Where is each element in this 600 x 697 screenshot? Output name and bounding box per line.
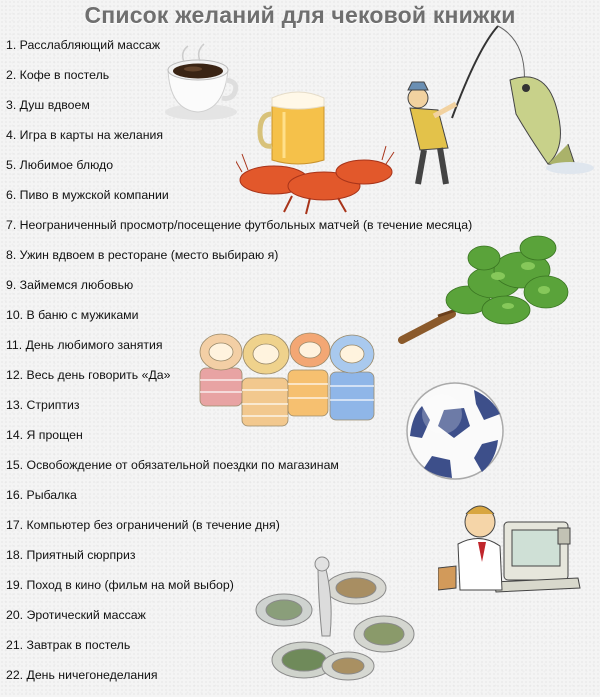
list-item: 6. Пиво в мужской компании	[6, 188, 169, 202]
list-item: 5. Любимое блюдо	[6, 158, 114, 172]
list-item: 17. Компьютер без ограничений (в течение дня)	[6, 518, 280, 532]
list-item: 3. Душ вдвоем	[6, 98, 90, 112]
wish-list	[6, 37, 472, 697]
list-item: 21. Завтрак в постель	[6, 638, 131, 652]
list-item: 20. Эротический массаж	[6, 608, 146, 622]
list-item: 22. День ничегонеделания	[6, 668, 158, 682]
list-item: 2. Кофе в постель	[6, 68, 110, 82]
list-item: 10. В баню с мужиками	[6, 308, 139, 322]
list-item: 19. Поход в кино (фильм на мой выбор)	[6, 578, 234, 592]
list-item: 1. Расслабляющий массаж	[6, 38, 161, 52]
list-item: 15. Освобождение от обязательной поездки по магазинам	[6, 458, 339, 472]
list-item: 12. Весь день говорить «Да»	[6, 368, 171, 382]
list-item: 8. Ужин вдвоем в ресторане (место выбираю я)	[6, 248, 279, 262]
list-item: 9. Займемся любовью	[6, 278, 134, 292]
list-item: 13. Стриптиз	[6, 398, 80, 412]
list-item: 18. Приятный сюрприз	[6, 548, 136, 562]
list-item: 16. Рыбалка	[6, 488, 77, 502]
list-item: 7. Неограниченный просмотр/посещение футбольных матчей (в течение месяца)	[6, 218, 473, 232]
list-item: 11. День любимого занятия	[6, 338, 163, 352]
list-item: 14. Я прощен	[6, 428, 83, 442]
page-title: Список желаний для чековой книжки	[84, 2, 516, 28]
list-item: 4. Игра в карты на желания	[6, 128, 164, 142]
